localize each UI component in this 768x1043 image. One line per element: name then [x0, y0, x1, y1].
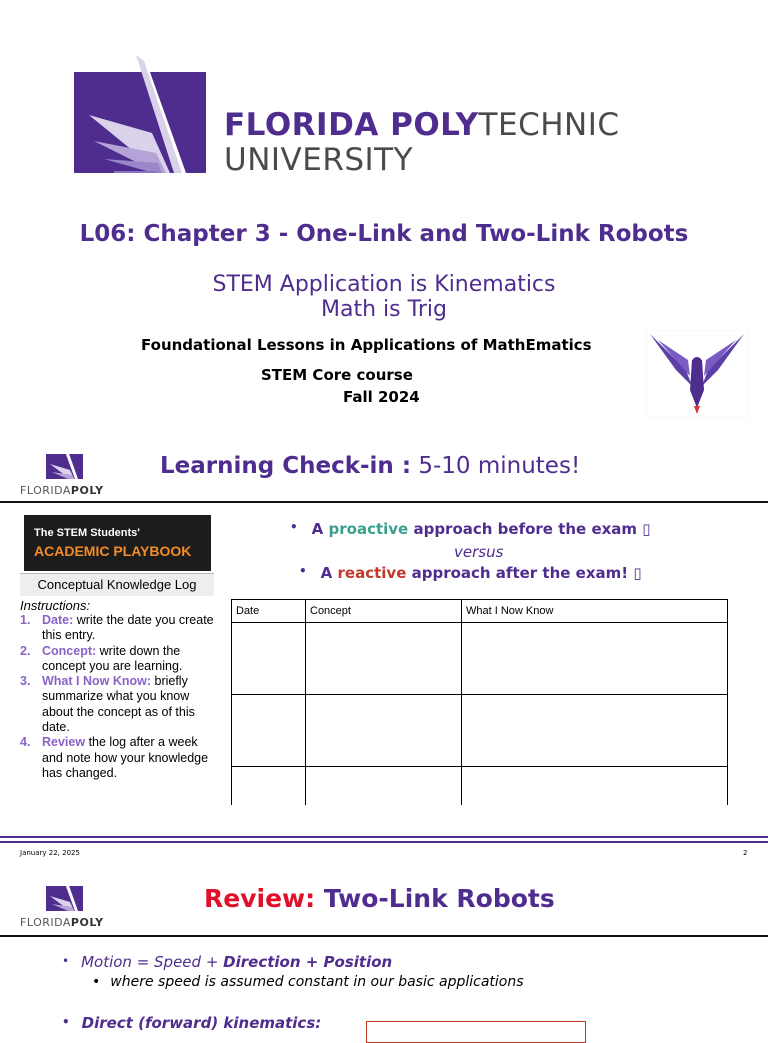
university-name-line1: FLORIDA POLYTECHNIC: [224, 107, 620, 143]
academic-playbook-banner: The STEM Students' ACADEMIC PLAYBOOK: [24, 515, 211, 571]
course-term: Fall 2024: [343, 388, 420, 406]
step-item: 3. What I Now Know: briefly summarize what you know about the concept as of this date.: [20, 674, 195, 735]
header-what-i-now-know: What I Now Know: [462, 600, 728, 623]
small-logo-text-bold: POLY: [70, 916, 104, 929]
footer-band-bottom: [0, 841, 768, 843]
table-row: [232, 623, 728, 695]
step-item: 4. Review the log after a week and note how your knowledge has changed.: [20, 735, 209, 780]
step-item: 1. Date: write the date you create this entry.: [20, 613, 214, 643]
page-number: 2: [743, 849, 748, 857]
table-header-row: [232, 600, 728, 623]
subtitle-line2: Math is Trig: [321, 297, 447, 322]
equation-box: [366, 1021, 586, 1043]
reactive-bullet: • A reactive approach after the exam! ▯: [299, 564, 642, 582]
florida-poly-logo-mark: [74, 55, 208, 175]
small-logo-mark-icon: [20, 446, 110, 480]
table-row: [232, 767, 728, 806]
instruction-steps: [20, 613, 220, 781]
checkin-title: Learning Check-in : 5-10 minutes!: [160, 453, 581, 479]
small-logo-mark-icon: [20, 878, 110, 912]
speed-sub-bullet: • where speed is assumed constant in our basic applications: [92, 974, 524, 990]
footer-band-top: [0, 836, 768, 838]
knowledge-log-title: Conceptual Knowledge Log: [20, 573, 214, 596]
step-item: 2. Concept: write down the concept you are learning.: [20, 643, 183, 673]
header-date: Date: [232, 600, 306, 623]
proactive-bullet: • A proactive approach before the exam ▯: [290, 520, 651, 538]
small-logo-text-light: FLORIDA: [20, 484, 71, 497]
review-title: Review: Two-Link Robots: [204, 884, 555, 913]
subtitle-line1: STEM Application is Kinematics: [212, 272, 556, 297]
florida-poly-small-logo-2: [20, 878, 110, 929]
instructions-label: Instructions:: [20, 598, 91, 613]
slide-divider: [0, 501, 768, 503]
lecture-title: L06: Chapter 3 - One-Link and Two-Link Robots: [79, 221, 689, 247]
slide-divider-2: [0, 935, 768, 937]
direct-kinematics-bullet: • Direct (forward) kinematics:: [62, 1014, 322, 1032]
foundational-lessons: Foundational Lessons in Applications of MathEmatics: [141, 336, 592, 354]
knowledge-log-table: [231, 599, 728, 805]
motion-bullet: • Motion = Speed + Direction + Position: [62, 953, 393, 971]
florida-poly-small-logo: [20, 446, 110, 497]
header-concept: Concept: [306, 600, 462, 623]
phoenix-mascot-icon: [646, 330, 748, 418]
small-logo-text-light: FLORIDA: [20, 916, 71, 929]
course-name: STEM Core course: [261, 366, 413, 384]
footer-date: January 22, 2025: [20, 849, 80, 857]
university-name-line2: UNIVERSITY: [224, 142, 414, 178]
table-row: [232, 695, 728, 767]
versus-text: versus: [454, 543, 504, 561]
small-logo-text-bold: POLY: [70, 484, 104, 497]
